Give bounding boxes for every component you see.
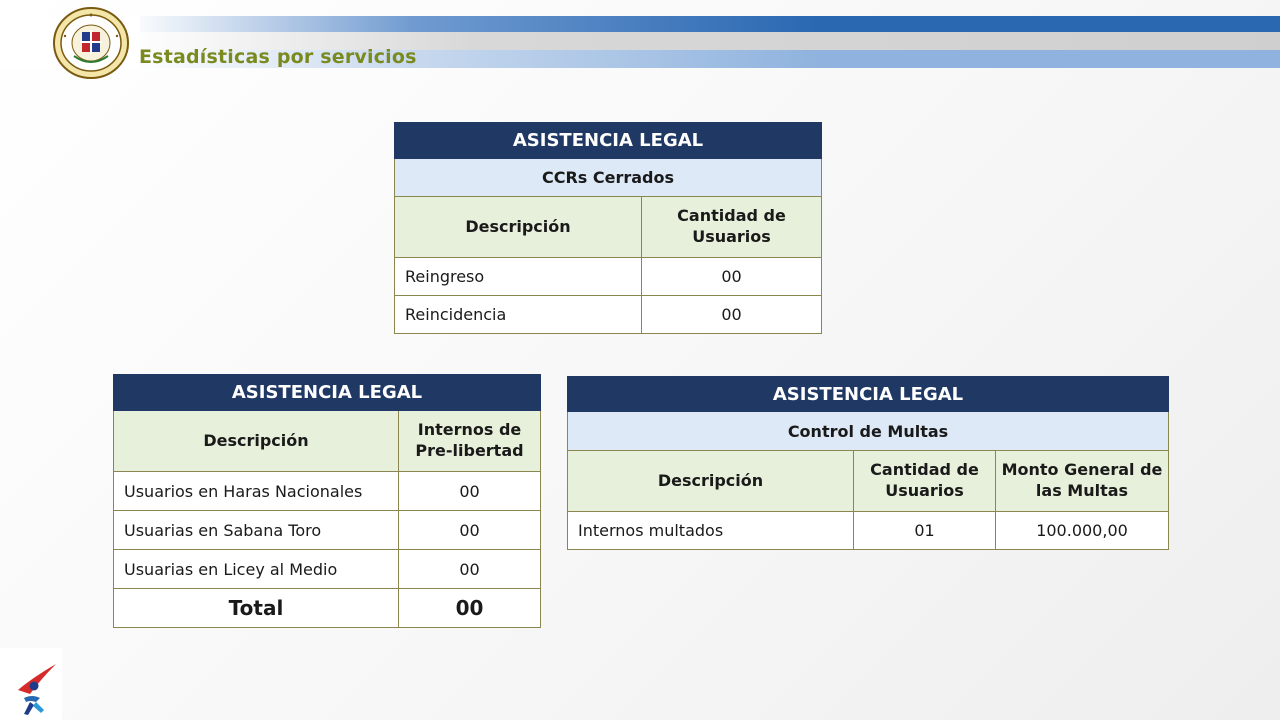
row-description: Usuarios en Haras Nacionales	[114, 472, 399, 511]
row-value: 01	[854, 512, 996, 550]
table-subtitle: CCRs Cerrados	[395, 159, 822, 197]
column-header-monto: Monto General de las Multas	[996, 451, 1169, 512]
table-title: ASISTENCIA LEGAL	[568, 377, 1169, 412]
table-row	[114, 550, 541, 589]
row-value: 00	[642, 296, 822, 334]
table-title: ASISTENCIA LEGAL	[114, 375, 541, 411]
runner-logo-icon	[10, 660, 62, 716]
ccrs-cerrados-table	[394, 122, 822, 334]
table-title: ASISTENCIA LEGAL	[395, 123, 822, 159]
column-header-cantidad: Cantidad de Usuarios	[854, 451, 996, 512]
page-title: Estadísticas por servicios	[139, 46, 417, 68]
total-row	[114, 589, 541, 628]
table-row	[568, 512, 1169, 550]
column-header-cantidad: Cantidad de Usuarios	[642, 197, 822, 258]
row-description: Reingreso	[395, 258, 642, 296]
row-amount: 100.000,00	[996, 512, 1169, 550]
total-label: Total	[114, 589, 399, 628]
pre-libertad-table	[113, 374, 541, 628]
control-multas-table	[567, 376, 1169, 550]
procuraduria-seal-icon	[52, 6, 130, 80]
row-description: Usuarias en Licey al Medio	[114, 550, 399, 589]
row-value: 00	[399, 511, 541, 550]
column-header-descripcion: Descripción	[395, 197, 642, 258]
row-value: 00	[399, 472, 541, 511]
column-header-internos: Internos de Pre-libertad	[399, 411, 541, 472]
table-row	[114, 511, 541, 550]
table-row	[114, 472, 541, 511]
table-subtitle: Control de Multas	[568, 412, 1169, 451]
column-header-descripcion: Descripción	[114, 411, 399, 472]
row-description: Usuarias en Sabana Toro	[114, 511, 399, 550]
row-value: 00	[642, 258, 822, 296]
header-bar-blue	[128, 16, 1280, 32]
row-description: Reincidencia	[395, 296, 642, 334]
table-row	[395, 296, 822, 334]
row-description: Internos multados	[568, 512, 854, 550]
table-row	[395, 258, 822, 296]
total-value: 00	[399, 589, 541, 628]
row-value: 00	[399, 550, 541, 589]
column-header-descripcion: Descripción	[568, 451, 854, 512]
